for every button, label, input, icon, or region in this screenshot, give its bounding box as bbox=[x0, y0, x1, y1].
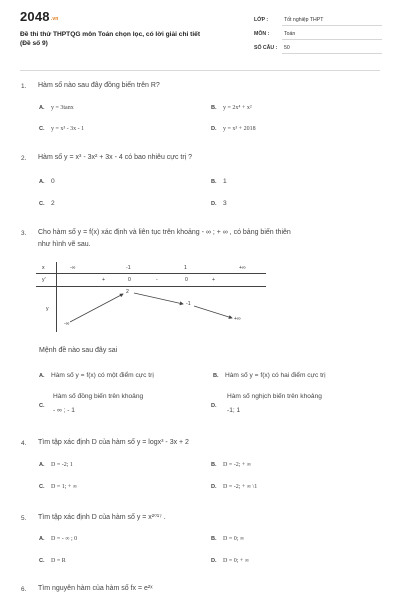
derivative-sign: + bbox=[212, 277, 216, 283]
derivative-sign: 0 bbox=[128, 277, 131, 283]
option-text: y = x³ + 2018 bbox=[223, 126, 256, 132]
question-number: 3. bbox=[21, 230, 27, 237]
option-a[interactable] bbox=[39, 462, 73, 468]
question-text: Hàm số y = x³ - 3x² + 3x - 4 có bao nhiêu cực trị ? bbox=[38, 154, 193, 161]
option-a[interactable] bbox=[39, 372, 154, 379]
meta-count-key: SỐ CÂU : bbox=[254, 45, 278, 51]
option-letter: D. bbox=[211, 403, 217, 409]
option-b[interactable] bbox=[211, 178, 227, 185]
question-number: 4. bbox=[21, 440, 27, 447]
exam-title-line2: (Đề số 9) bbox=[20, 40, 48, 47]
question-text bbox=[38, 227, 378, 251]
header-divider bbox=[20, 70, 380, 71]
meta-class-key: LỚP : bbox=[254, 17, 269, 23]
x-value: +∞ bbox=[239, 265, 246, 271]
option-letter: D. bbox=[211, 126, 217, 132]
option-d[interactable] bbox=[211, 484, 257, 490]
question-text: Tìm tập xác định D của hàm số y = logx³ - 3x + 2 bbox=[38, 439, 189, 446]
option-b[interactable] bbox=[211, 105, 252, 111]
question-text-line1: Cho hàm số y = f(x) xác định và liên tục trên khoảng - ∞ ; + ∞ , có bảng biến thiên bbox=[38, 229, 291, 236]
increasing-arrow bbox=[194, 306, 232, 318]
question-text: Tìm tập xác định D của hàm số y = x²⁰¹⁷ . bbox=[38, 514, 166, 521]
option-c[interactable] bbox=[39, 200, 55, 207]
x-value: 1 bbox=[184, 265, 187, 271]
logo-suffix: .vn bbox=[50, 16, 59, 22]
variation-arrows bbox=[36, 262, 266, 332]
meta-class-value: Tốt nghiệp THPT bbox=[284, 17, 324, 23]
derivative-sign: - bbox=[156, 277, 158, 283]
option-b[interactable] bbox=[213, 372, 326, 379]
option-text: y = x³ - 3x - 1 bbox=[51, 126, 85, 132]
option-text: D = -2; + ∞ bbox=[223, 462, 252, 468]
option-letter: C. bbox=[39, 126, 45, 132]
option-letter: D. bbox=[211, 484, 217, 490]
option-letter: A. bbox=[39, 105, 45, 111]
option-letter: B. bbox=[211, 179, 217, 185]
y-value: +∞ bbox=[234, 316, 241, 322]
option-letter: C. bbox=[39, 403, 45, 409]
question-number: 2. bbox=[21, 155, 27, 162]
derivative-row-label: y' bbox=[42, 277, 46, 283]
decreasing-arrow bbox=[134, 293, 183, 304]
function-row-label: y bbox=[46, 306, 49, 312]
derivative-sign: 0 bbox=[185, 277, 188, 283]
option-text: D = - ∞ ; 0 bbox=[51, 536, 78, 542]
option-letter: B. bbox=[213, 373, 219, 379]
option-letter: D. bbox=[211, 201, 217, 207]
x-value: -∞ bbox=[70, 265, 76, 271]
option-text: D = R bbox=[51, 558, 66, 564]
option-letter: B. bbox=[211, 462, 217, 468]
logo-text: 2048 bbox=[20, 9, 50, 24]
option-letter: B. bbox=[211, 105, 217, 111]
site-logo[interactable] bbox=[20, 9, 59, 24]
y-value: -∞ bbox=[64, 321, 70, 327]
option-letter: A. bbox=[39, 179, 45, 185]
option-text: D = -2; + ∞ \1 bbox=[223, 484, 258, 490]
option-b[interactable] bbox=[211, 536, 244, 542]
y-value: -1 bbox=[186, 301, 191, 307]
y-value: 2 bbox=[126, 289, 129, 295]
increasing-arrow bbox=[70, 294, 123, 322]
option-letter: B. bbox=[211, 536, 217, 542]
question-text: Tìm nguyên hàm của hàm số fx = e²ˣ bbox=[38, 585, 153, 592]
question-text-line2: như hình vẽ sau. bbox=[38, 241, 91, 248]
exam-title bbox=[20, 30, 240, 48]
x-row-label: x bbox=[42, 265, 45, 271]
variation-table bbox=[36, 262, 266, 332]
option-text: 2 bbox=[51, 200, 55, 207]
option-letter: A. bbox=[39, 462, 45, 468]
meta-count-value: 50 bbox=[284, 45, 290, 51]
option-text: 1 bbox=[223, 178, 227, 185]
question-number: 1. bbox=[21, 83, 27, 90]
option-text: 0 bbox=[51, 178, 55, 185]
option-text-line2: - ∞ ; - 1 bbox=[53, 407, 75, 414]
option-text: D = 1; + ∞ bbox=[51, 484, 78, 490]
option-text: Hàm số y = f(x) có hai điểm cực trị bbox=[225, 372, 326, 379]
x-value: -1 bbox=[126, 265, 131, 271]
option-text: D = 0; + ∞ bbox=[223, 558, 250, 564]
option-a[interactable] bbox=[39, 178, 55, 185]
option-d[interactable] bbox=[211, 126, 256, 132]
option-c[interactable] bbox=[39, 484, 77, 490]
option-text-line1: Hàm số đồng biến trên khoảng bbox=[53, 393, 144, 400]
option-letter: D. bbox=[211, 558, 217, 564]
meta-subject-key: MÔN : bbox=[254, 31, 270, 37]
option-text: Hàm số y = f(x) có một điểm cực trị bbox=[51, 372, 154, 379]
meta-divider bbox=[282, 53, 382, 54]
option-letter: A. bbox=[39, 536, 45, 542]
option-d[interactable] bbox=[211, 558, 249, 564]
option-d[interactable] bbox=[211, 200, 227, 207]
option-text: D = 0; ∞ bbox=[223, 536, 245, 542]
exam-title-line1: Đề thi thử THPTQG môn Toán chọn lọc, có lời giải chi tiết bbox=[20, 31, 201, 38]
option-letter: C. bbox=[39, 201, 45, 207]
question-number: 6. bbox=[21, 586, 27, 593]
option-a[interactable] bbox=[39, 105, 74, 111]
option-c[interactable] bbox=[39, 558, 66, 564]
derivative-sign: + bbox=[102, 277, 106, 283]
option-letter: C. bbox=[39, 558, 45, 564]
option-text-line2: -1; 1 bbox=[227, 407, 241, 414]
option-text: 3 bbox=[223, 200, 227, 207]
option-text: y = 3tanx bbox=[51, 105, 74, 111]
meta-divider bbox=[282, 25, 382, 26]
question-text: Hàm số nào sau đây đồng biến trên R? bbox=[38, 82, 160, 89]
option-text: D = -2; 1 bbox=[51, 462, 73, 468]
option-b[interactable] bbox=[211, 462, 251, 468]
option-text: y = 2x⁴ + x² bbox=[223, 105, 252, 111]
option-a[interactable] bbox=[39, 536, 77, 542]
option-letter: C. bbox=[39, 484, 45, 490]
meta-subject-value: Toán bbox=[284, 31, 296, 37]
question-prompt: Mệnh đề nào sau đây sai bbox=[39, 347, 118, 354]
option-letter: A. bbox=[39, 373, 45, 379]
option-text-line1: Hàm số nghịch biến trên khoảng bbox=[227, 393, 322, 400]
option-c[interactable] bbox=[39, 126, 84, 132]
question-number: 5. bbox=[21, 515, 27, 522]
meta-divider bbox=[282, 39, 382, 40]
